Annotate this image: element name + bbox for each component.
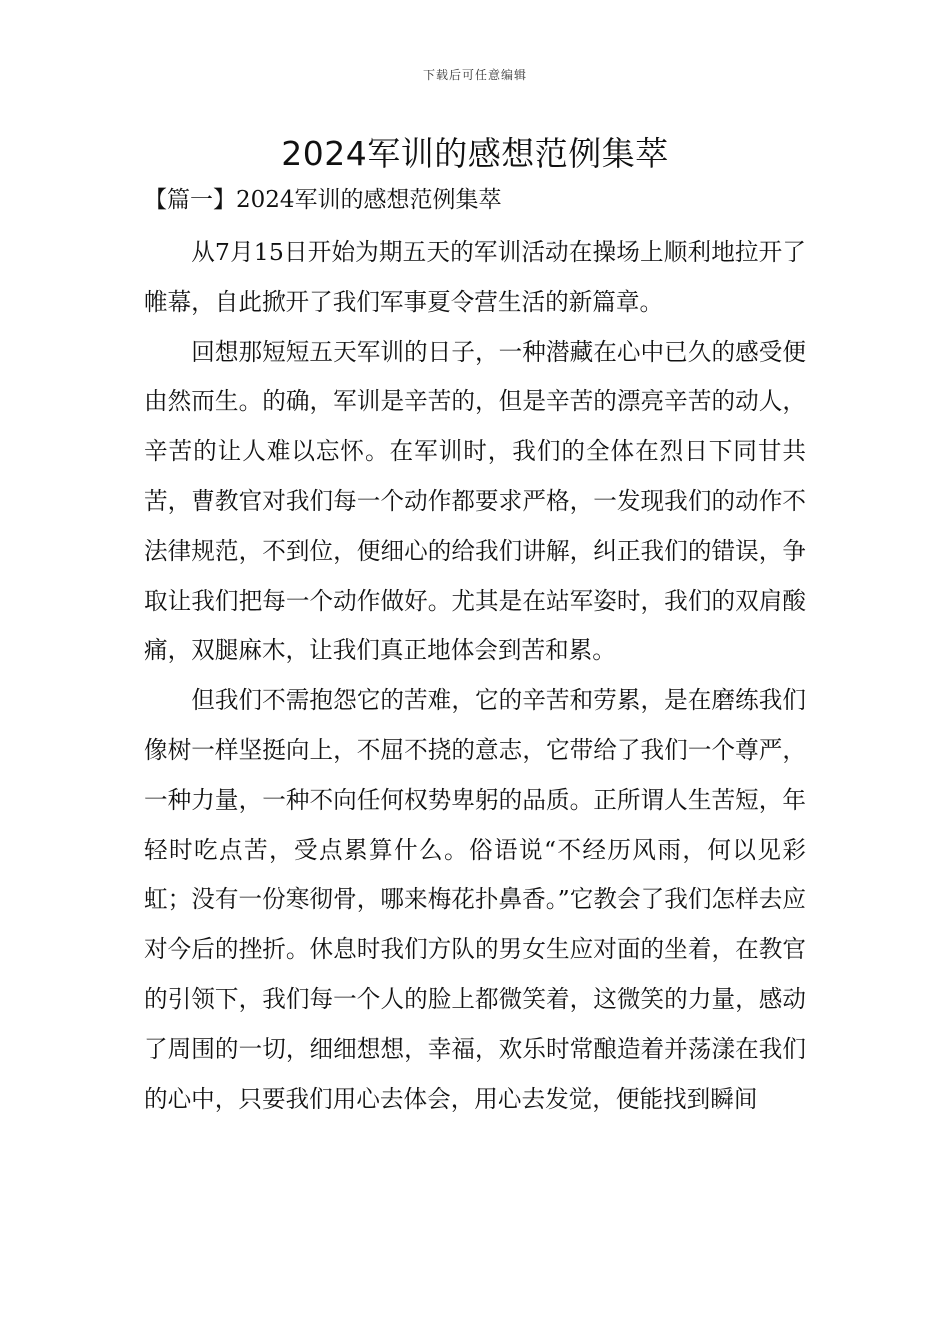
paragraph-3: 但我们不需抱怨它的苦难，它的辛苦和劳累，是在磨练我们像树一样坚挺向上，不屈不挠的意志，它带给了我们一个尊严，一种力量，一种不向任何权势卑躬的品质。正所谓人生苦短，年轻时吃点苦，受点累算什么。俗语说“不经历风雨，何以见彩虹；没有一份寒彻骨，哪来梅花扑鼻香。”它教会了我们怎样去应对今后的挫折。休息时我们方队的男女生应对面的坐着，在教官的引领下，我们每一个人的脸上都微笑着，这微笑的力量，感动了周围的一切，细细想想，幸福，欢乐时常酿造着并荡漾在我们的心中，只要我们用心去体会，用心去发觉，便能找到瞬间 [144,686,806,1113]
paragraph-2: 回想那短短五天军训的日子，一种潜藏在心中已久的感受便由然而生。的确，军训是辛苦的，但是辛苦的漂亮辛苦的动人，辛苦的让人难以忘怀。在军训时，我们的全体在烈日下同甘共苦，曹教官对我们每一个动作都要求严格，一发现我们的动作不法律规范，不到位，便细心的给我们讲解，纠正我们的错误，争取让我们把每一个动作做好。尤其是在站军姿时，我们的双肩酸痛，双腿麻木，让我们真正地体会到苦和累。 [144,337,806,665]
document-body [144,228,806,1124]
paragraph-1: 从7月15日开始为期五天的军训活动在操场上顺利地拉开了帷幕，自此掀开了我们军事夏令营生活的新篇章。 [144,238,806,316]
document-title: 2024军训的感想范例集萃 [281,134,669,173]
section-heading: 【篇一】2024军训的感想范例集萃 [144,187,502,213]
header-note: 下载后可任意编辑 [422,68,527,82]
